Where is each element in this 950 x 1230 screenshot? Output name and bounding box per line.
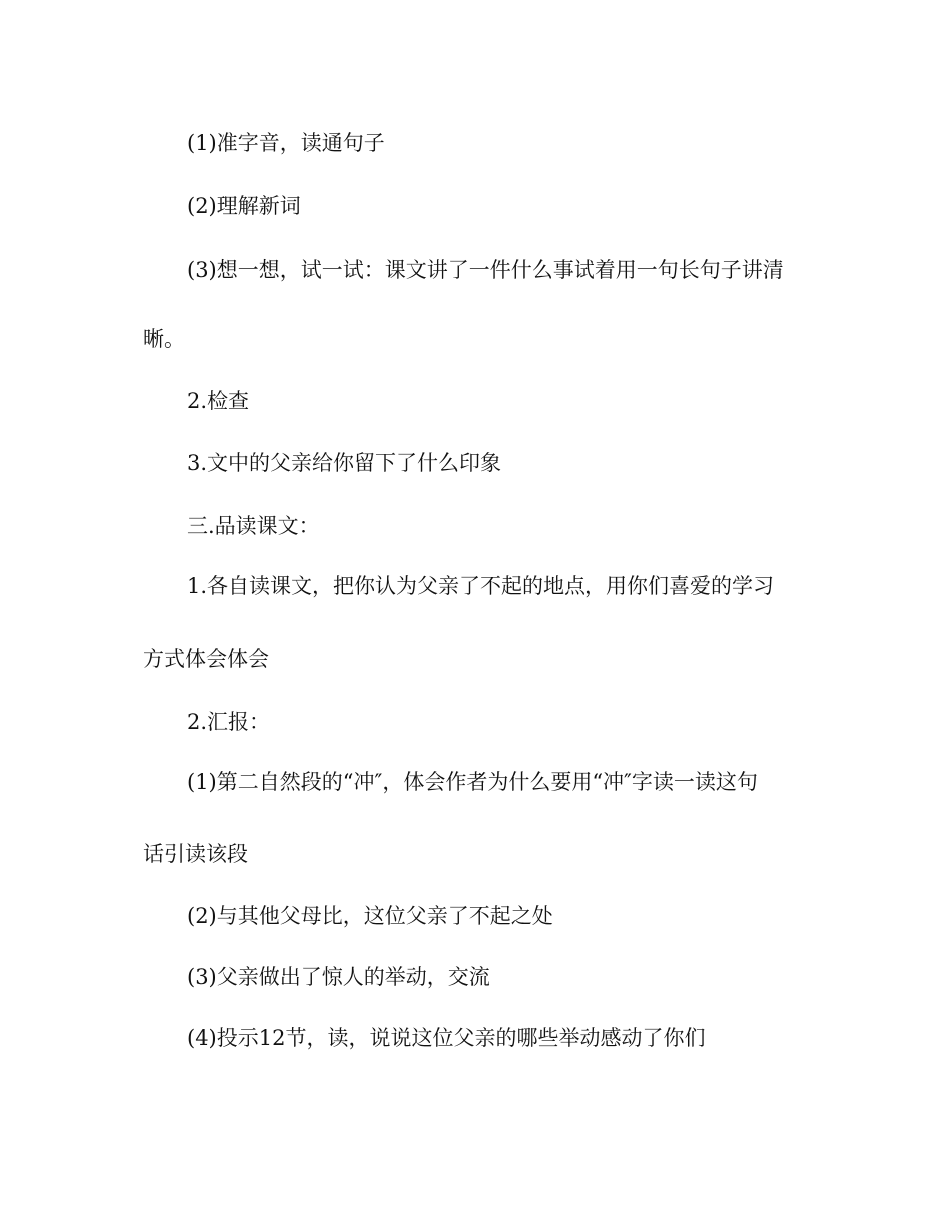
report-item-3: (3)父亲做出了惊人的举动，交流 — [187, 965, 490, 989]
step-report: 2.汇报： — [187, 710, 271, 734]
step-check: 2.检查 — [187, 389, 250, 413]
list-item-think-try: (3)想一想，试一试：课文讲了一件什么事试着用一句长句子讲清 — [187, 258, 784, 282]
list-item-understand-words: (2)理解新词 — [187, 194, 301, 218]
step-self-read-continued: 方式体会体会 — [143, 647, 269, 671]
step-self-read: 1.各自读课文，把你认为父亲了不起的地点，用你们喜爱的学习 — [187, 574, 775, 598]
report-item-4: (4)投示12节，读，说说这位父亲的哪些举动感动了你们 — [187, 1026, 706, 1050]
step-father-impression: 3.文中的父亲给你留下了什么印象 — [187, 451, 502, 475]
list-item-think-try-continued: 晰。 — [143, 327, 185, 351]
section-heading-read-text: 三.品读课文： — [187, 514, 320, 538]
report-item-1: (1)第二自然段的“冲″，体会作者为什么要用“冲″字读一读这句 — [187, 770, 758, 794]
report-item-2: (2)与其他父母比，这位父亲了不起之处 — [187, 904, 553, 928]
list-item-read-pronunciation: (1)准字音，读通句子 — [187, 131, 385, 155]
report-item-1-continued: 话引读该段 — [143, 842, 248, 866]
